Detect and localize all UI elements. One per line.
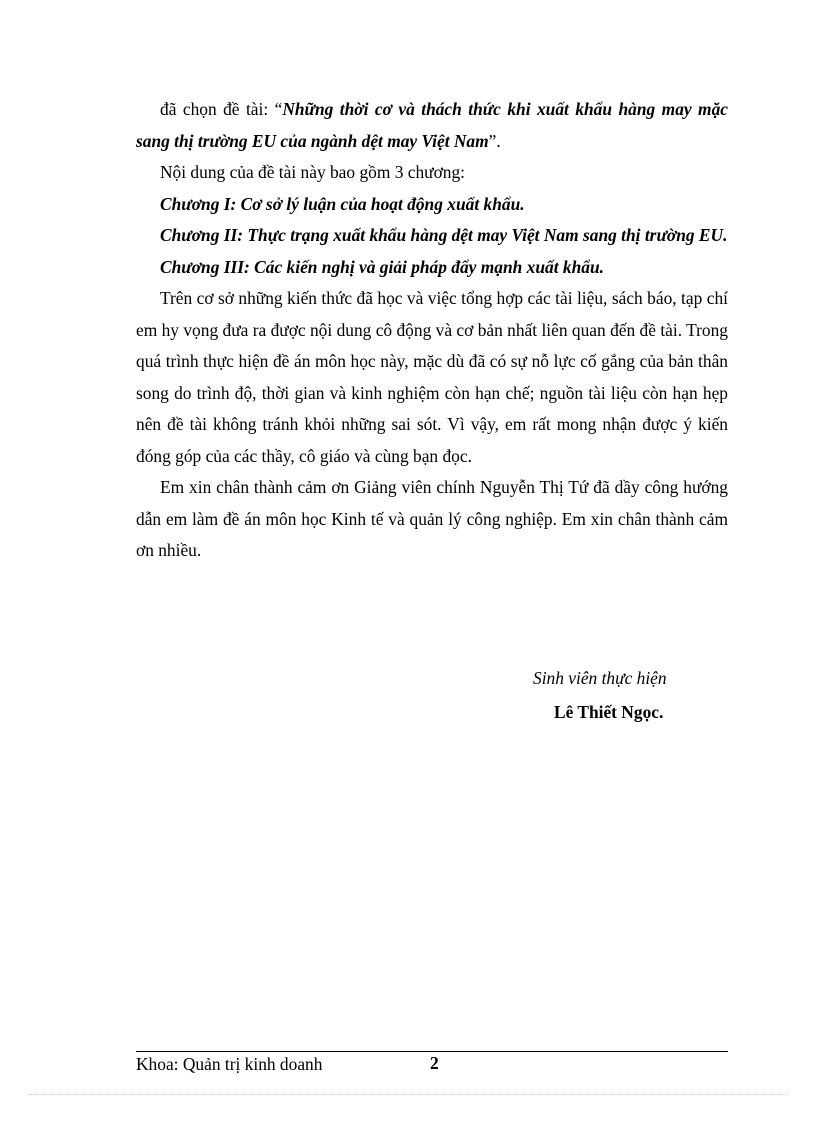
footer-department: Khoa: Quản trị kinh doanh [136,1054,323,1074]
paragraph-topic [136,94,728,157]
topic-prefix: đã chọn đề tài: “ [160,99,283,119]
page-bottom-border [28,1094,788,1095]
body-text [136,94,728,567]
chapter-2: Chương II: Thực trạng xuất khẩu hàng dệt may Việt Nam sang thị trường EU. [160,225,728,245]
topic-title: Những thời cơ và thách thức khi xuất khẩu hàng may mặc sang thị trường EU của ngành dệt may Việt Nam [136,99,728,151]
chapter-3: Chương III: Các kiến nghị và giải pháp đẩy mạnh xuất khẩu. [160,256,604,277]
topic-suffix: ”. [488,130,501,151]
paragraph-thanks: Em xin chân thành cảm ơn Giảng viên chính Nguyễn Thị Tứ đã dầy công hướng dẫn em làm đề án môn học Kinh tế và quản lý công nghiệp. Em xin chân thành cảm ơn nhiều. [136,477,728,560]
signature-role: Sinh viên thực hiện [533,668,667,688]
footer-divider [136,1051,728,1052]
signature-name: Lê Thiết Ngọc. [554,702,664,722]
paragraph-basis: Trên cơ sở những kiến thức đã học và việc tổng hợp các tài liệu, sách báo, tạp chí em hy vọng đưa ra được nội dung cô động và cơ bản nhất liên quan đến đề tài. Trong quá trình thực hiện đề án môn học này, mặc dù đã có sự nỗ lực cố gắng của bản thân song do trình độ, thời gian và kinh nghiệm còn hạn chế; nguồn tài liệu còn hạn hẹp nên đề tài không tránh khỏi những sai sót. Vì vậy, em rất mong nhận được ý kiến đóng góp của các thầy, cô giáo và cùng bạn đọc. [136,288,728,466]
page-number: 2 [430,1053,439,1073]
paragraph-content-intro: Nội dung của đề tài này bao gồm 3 chương: [160,162,466,182]
chapter-1: Chương I: Cơ sở lý luận của hoạt động xuất khẩu. [160,193,525,214]
